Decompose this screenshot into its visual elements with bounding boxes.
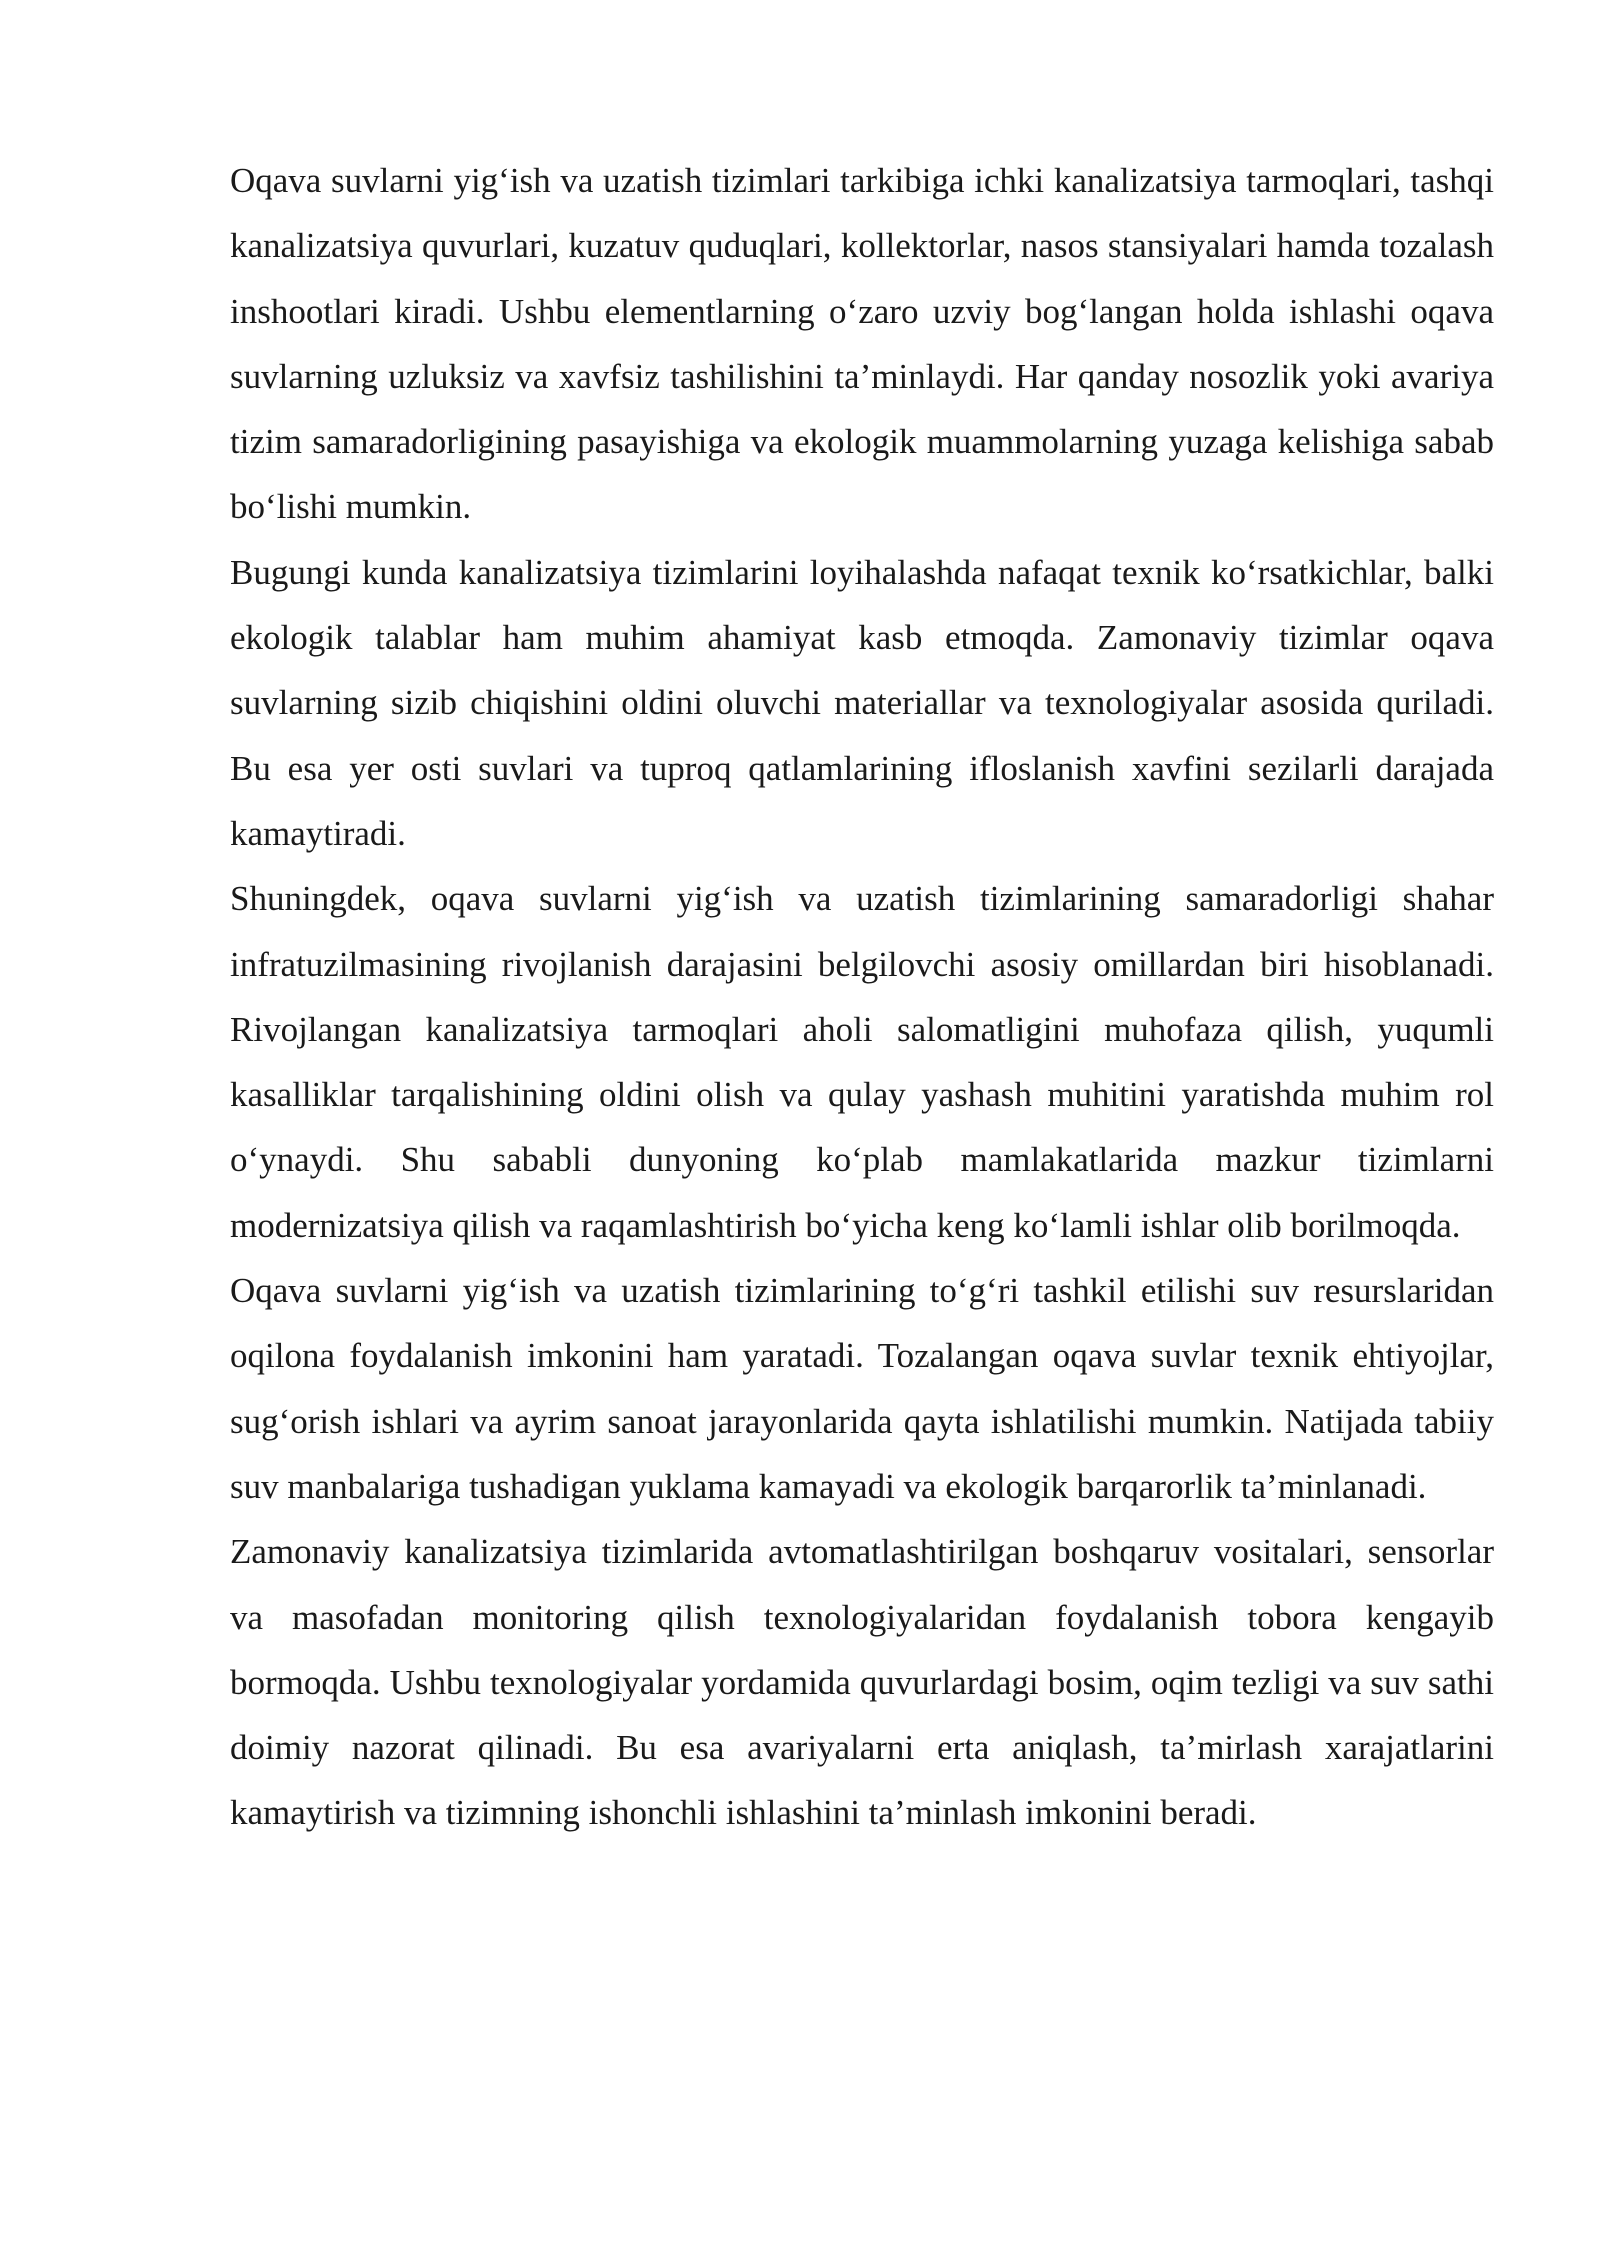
document-body	[230, 148, 1494, 1846]
paragraph-2: Bugungi kunda kanalizatsiya tizimlarini loyihalashda nafaqat texnik ko‘rsatkichlar, balki ekologik talablar ham muhim ahamiyat kasb etmoqda. Zamonaviy tizimlar oqava suvlarning sizib chiqishini oldini oluvchi materiallar va texnologiyalar asosida quriladi. Bu esa yer osti suvlari va tuproq qatlamlarining ifloslanish xavfini sezilarli darajada kamaytiradi.	[230, 552, 1494, 853]
paragraph-4: Oqava suvlarni yig‘ish va uzatish tizimlarining to‘g‘ri tashkil etilishi suv resurslaridan oqilona foydalanish imkonini ham yaratadi. Tozalangan oqava suvlar texnik ehtiyojlar, sug‘orish ishlari va ayrim sanoat jarayonlarida qayta ishlatilishi mumkin. Natijada tabiiy suv manbalariga tushadigan yuklama kamayadi va ekologik barqarorlik ta’minlanadi.	[230, 1271, 1494, 1506]
paragraph-1: Oqava suvlarni yig‘ish va uzatish tizimlari tarkibiga ichki kanalizatsiya tarmoqlari, tashqi kanalizatsiya quvurlari, kuzatuv quduqlari, kollektorlar, nasos stansiyalari hamda tozalash inshootlari kiradi. Ushbu elementlarning o‘zaro uzviy bog‘langan holda ishlashi oqava suvlarning uzluksiz va xavfsiz tashilishini ta’minlaydi. Har qanday nosozlik yoki avariya tizim samaradorligining pasayishiga va ekologik muammolarning yuzaga kelishiga sabab bo‘lishi mumkin.	[230, 161, 1494, 527]
paragraph-3: Shuningdek, oqava suvlarni yig‘ish va uzatish tizimlarining samaradorligi shahar infratuzilmasining rivojlanish darajasini belgilovchi asosiy omillardan biri hisoblanadi. Rivojlangan kanalizatsiya tarmoqlari aholi salomatligini muhofaza qilish, yuqumli kasalliklar tarqalishining oldini olish va qulay yashash muhitini yaratishda muhim rol o‘ynaydi. Shu sababli dunyoning ko‘plab mamlakatlarida mazkur tizimlarni modernizatsiya qilish va raqamlashtirish bo‘yicha keng ko‘lamli ishlar olib borilmoqda.	[230, 879, 1494, 1245]
paragraph-5: Zamonaviy kanalizatsiya tizimlarida avtomatlashtirilgan boshqaruv vositalari, sensorlar va masofadan monitoring qilish texnologiyalaridan foydalanish tobora kengayib bormoqda. Ushbu texnologiyalar yordamida quvurlardagi bosim, oqim tezligi va suv sathi doimiy nazorat qilinadi. Bu esa avariyalarni erta aniqlash, ta’mirlash xarajatlarini kamaytirish va tizimning ishonchli ishlashini ta’minlash imkonini beradi.	[230, 1532, 1494, 1833]
